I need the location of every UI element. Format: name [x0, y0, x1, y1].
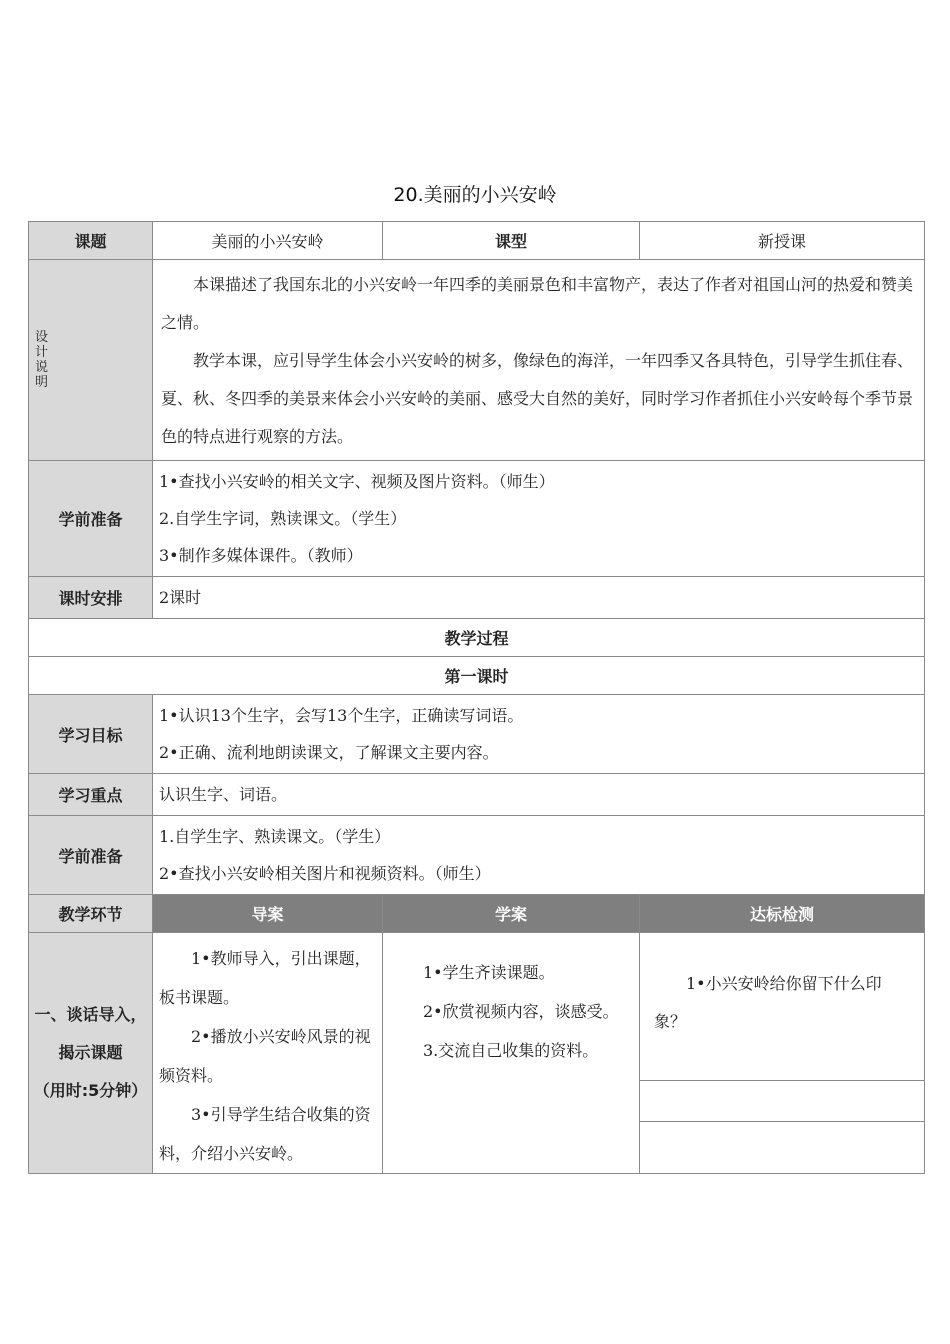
- guide-item: 3•引导学生结合收集的资料，介绍小兴安岭。: [159, 1105, 371, 1163]
- study-item: 2•欣赏视频内容，谈感受。: [423, 1002, 619, 1021]
- step1-name: 一、谈话导入，揭示课题: [34, 1005, 147, 1062]
- step1-guide: [153, 933, 383, 1174]
- col-guide-header: 导案: [153, 895, 383, 933]
- lesson-heading: 第一课时: [29, 657, 925, 695]
- process-heading-row: [29, 619, 925, 657]
- study-item: 1•学生齐读课题。: [423, 963, 555, 982]
- col-study-header: 学案: [383, 895, 640, 933]
- topic-value: 美丽的小兴安岭: [153, 222, 383, 260]
- goals-label: 学习目标: [29, 695, 153, 774]
- focus-value: 认识生字、词语。: [153, 774, 925, 816]
- design-row: [29, 260, 925, 461]
- prep-item: 3•制作多媒体课件。（教师）: [159, 546, 363, 565]
- step1-time: （用时:5分钟）: [33, 1081, 148, 1100]
- study-item: 3.交流自己收集的资料。: [423, 1041, 599, 1060]
- process-heading: 教学过程: [29, 619, 925, 657]
- page-title: 20.美丽的小兴安岭: [393, 184, 557, 206]
- lesson-type-value: 新授课: [640, 222, 925, 260]
- prep-item: 1•查找小兴安岭的相关文字、视频及图片资料。（师生）: [159, 472, 555, 491]
- prep2-item: 2•查找小兴安岭相关图片和视频资料。（师生）: [159, 864, 491, 883]
- goal-item: 1•认识13个生字，会写13个生字，正确读写词语。: [159, 706, 524, 725]
- col-check-header: 达标检测: [640, 895, 925, 933]
- prep-item: 2.自学生字词，熟读课文。（学生）: [159, 509, 407, 528]
- lesson-plan-table: [28, 221, 925, 1174]
- focus-row: [29, 774, 925, 816]
- prep2-label: 学前准备: [29, 816, 153, 895]
- col-step-header: 教学环节: [29, 895, 153, 933]
- topic-row: [29, 222, 925, 260]
- schedule-row: [29, 577, 925, 619]
- goals-row: [29, 695, 925, 774]
- schedule-value: 2课时: [153, 577, 925, 619]
- goal-item: 2•正确、流利地朗读课文，了解课文主要内容。: [159, 743, 499, 762]
- check-empty-cell: [640, 1122, 925, 1174]
- step1-row-a: [29, 933, 925, 1081]
- lesson-heading-row: [29, 657, 925, 695]
- design-description: [153, 260, 925, 461]
- guide-item: 2•播放小兴安岭风景的视频资料。: [159, 1027, 371, 1085]
- prep2-item: 1.自学生字、熟读课文。（学生）: [159, 827, 391, 846]
- topic-label: 课题: [29, 222, 153, 260]
- design-paragraph: 教学本课，应引导学生体会小兴安岭的树多，像绿色的海洋，一年四季又各具特色，引导学生抓住春、夏、秋、冬四季的美景来体会小兴安岭的美丽、感受大自然的美好，同时学习作者抓住小兴安岭每个季节景色的特点进行观察的方法。: [161, 351, 914, 446]
- step1-study: [383, 933, 640, 1174]
- check-empty-cell: [640, 1081, 925, 1122]
- columns-header-row: [29, 895, 925, 933]
- prep-row: [29, 461, 925, 577]
- check-item: 1•小兴安岭给你留下什么印象？: [654, 974, 882, 1031]
- design-paragraph: 本课描述了我国东北的小兴安岭一年四季的美丽景色和丰富物产，表达了作者对祖国山河的热爱和赞美之情。: [161, 275, 914, 332]
- design-label: 设计说明: [35, 330, 49, 390]
- schedule-label: 课时安排: [29, 577, 153, 619]
- guide-item: 1•教师导入，引出课题，板书课题。: [159, 949, 371, 1007]
- focus-label: 学习重点: [29, 774, 153, 816]
- prep2-row: [29, 816, 925, 895]
- prep-label: 学前准备: [29, 461, 153, 577]
- lesson-type-label: 课型: [383, 222, 640, 260]
